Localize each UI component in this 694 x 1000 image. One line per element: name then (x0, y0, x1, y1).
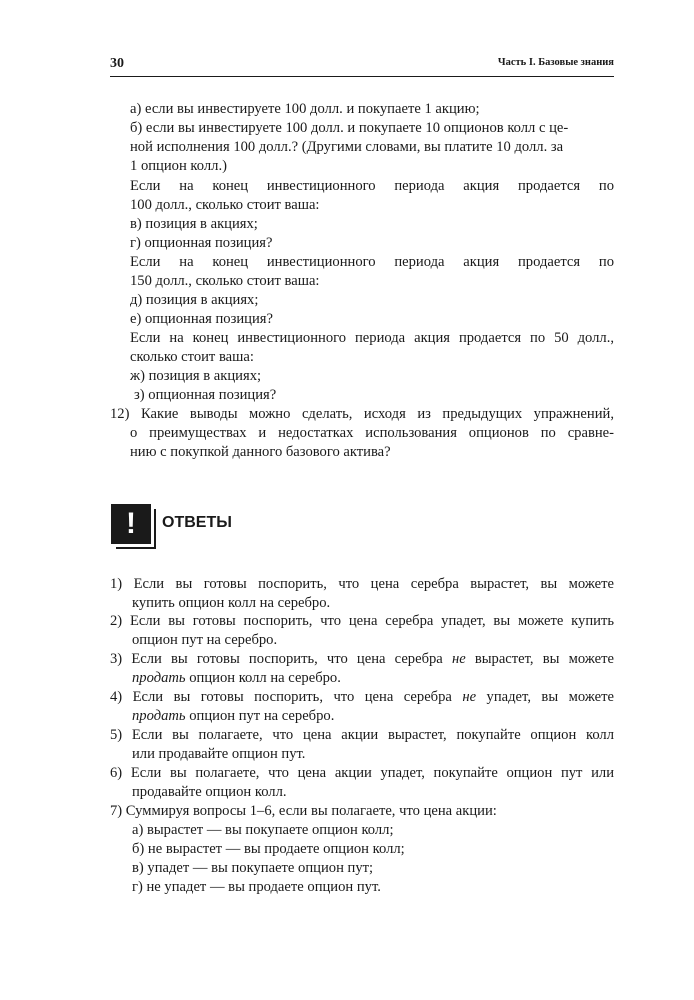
answer-7-item-c: в) упадет — вы покупаете опцион пут; (132, 860, 374, 876)
answer-7-item-a: а) вырастет — вы покупаете опцион колл; (132, 822, 394, 838)
answer-3-text-b: вырастет, вы можете (465, 651, 614, 667)
answer-3-text-a: 3) Если вы готовы поспорить, что цена серебра (110, 651, 452, 667)
answer-3-line2 (110, 669, 614, 688)
answer-3-emphasis: не (451, 651, 466, 667)
running-head: Часть I. Базовые знания (497, 57, 614, 68)
exercise-12-line1: 12) Какие выводы можно сделать, исходя из предыдущих упражнений, (110, 406, 614, 422)
answer-6-line1: 6) Если вы полагаете, что цена акции упадет, покупайте опцион пут или (110, 765, 614, 781)
page-number: 30 (110, 56, 124, 71)
answer-4-text-b: упадет, вы можете (476, 689, 614, 705)
answer-4-emphasis: не (462, 689, 477, 705)
answer-1-line2: купить опцион колл на серебро. (132, 595, 331, 611)
exercise-question-100-line2: 100 долл., сколько стоит ваша: (130, 197, 320, 213)
answer-7-item-b: б) не вырастет — вы продаете опцион колл; (132, 841, 405, 857)
answer-5-line2: или продавайте опцион пут. (132, 746, 306, 762)
exercise-item-v: в) позиция в акциях; (130, 216, 258, 232)
exercise-item-z: з) опционная позиция? (134, 387, 277, 403)
exercise-item-b-line2: ной исполнения 100 долл.? (Другими словами, вы платите 10 долл. за (130, 139, 564, 155)
exercise-item-g: г) опционная позиция? (130, 235, 273, 251)
exercise-item-e: е) опционная позиция? (130, 311, 273, 327)
exercise-12-line3: нию с покупкой данного базового актива? (130, 444, 391, 460)
header-rule (110, 76, 614, 77)
answer-4-text-c: опцион пут на серебро. (185, 708, 335, 724)
exercise-item-b-line3: 1 опцион колл.) (130, 158, 227, 174)
exercise-item-d: д) позиция в акциях; (130, 292, 259, 308)
answer-5-line1: 5) Если вы полагаете, что цена акции вырастет, покупайте опцион колл (110, 727, 614, 743)
exercise-question-150-line2: 150 долл., сколько стоит ваша: (130, 273, 320, 289)
answer-2-line1: 2) Если вы готовы поспорить, что цена серебра упадет, вы можете купить (110, 613, 614, 629)
exclamation-icon (111, 504, 151, 544)
exercise-item-a: а) если вы инвестируете 100 долл. и покупаете 1 акцию; (130, 101, 480, 117)
answer-4-line1 (110, 688, 614, 707)
answer-7-item-d: г) не упадет — вы продаете опцион пут. (132, 879, 381, 895)
exclamation-glyph: ! (126, 507, 136, 540)
exercise-item-zh: ж) позиция в акциях; (130, 368, 262, 384)
answer-4-line2 (110, 707, 614, 726)
answer-3-emphasis-sell: продать (132, 670, 186, 686)
answer-1-line1: 1) Если вы готовы поспорить, что цена серебра вырастет, вы можете (110, 576, 614, 592)
section-title: ОТВЕТЫ (162, 514, 232, 531)
answer-7-line1: 7) Суммируя вопросы 1–6, если вы полагаете, что цена акции: (110, 803, 497, 819)
page-header (110, 56, 614, 74)
answer-4-text-a: 4) Если вы готовы поспорить, что цена серебра (110, 689, 463, 705)
exercise-question-150-line1: Если на конец инвестиционного периода акция продается по (130, 254, 614, 270)
answer-6-line2: продавайте опцион колл. (132, 784, 287, 800)
exercise-question-50-line2: сколько стоит ваша: (130, 349, 254, 365)
answer-3-text-c: опцион колл на серебро. (185, 670, 341, 686)
exercise-question-100-line1: Если на конец инвестиционного периода акция продается по (130, 178, 614, 194)
exercise-12-line2: о преимуществах и недостатках использования опционов по сравне- (130, 425, 614, 441)
answer-3-line1 (110, 650, 614, 669)
answer-4-emphasis-sell: продать (132, 708, 186, 724)
answer-2-line2: опцион пут на серебро. (132, 632, 278, 648)
exercise-question-50-line1: Если на конец инвестиционного периода акция продается по 50 долл., (130, 330, 614, 346)
exercise-item-b-line1: б) если вы инвестируете 100 долл. и покупаете 10 опционов колл с це- (130, 120, 569, 136)
